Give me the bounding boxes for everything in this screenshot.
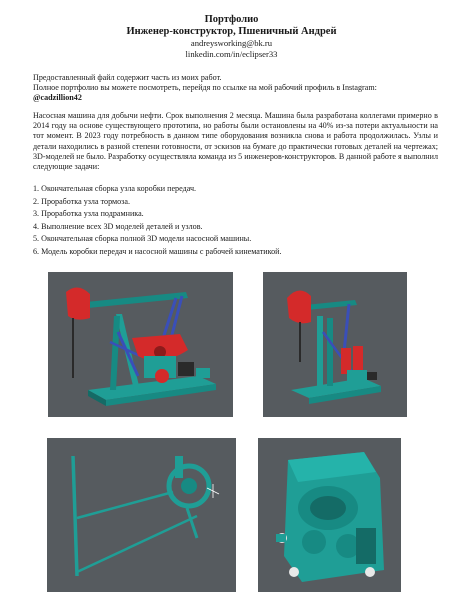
email-link[interactable]: andreysworking@bk.ru (190, 38, 273, 48)
pump-jack-front-illustration (263, 272, 407, 417)
task-list (33, 183, 438, 259)
project-description: Насосная машина для добычи нефти. Срок выполнения 2 месяца. Машина была разработана коллегами примерно в 2014 году на основе существующего прототипа, но работы были остановлены на 40% из-за потери актуальности на тот момент. В 2023 году потребность в данном типе оборудования возникла снова и работа продолжилась. Узлы и детали находились в разной степени готовности, от эскизов на бумаге до практически готовых деталей на чертежах; 3D-моделей не было. Разработку осуществляла команда из 5 инженеров-конструкторов. В данной работе я выполнил следующие задачи: (33, 111, 438, 172)
page-title: Портфолио (204, 14, 259, 25)
list-item: 6. Модель коробки передач и насосной машины с рабочей кинематикой. (33, 246, 282, 256)
pump-jack-illustration (48, 272, 233, 417)
pump-jack-render-front (263, 272, 407, 417)
gearbox-illustration (258, 438, 401, 592)
intro-line-2: Полное портфолио вы можете посмотреть, перейдя по ссылке на мой рабочий профиль в Instagram: (33, 83, 377, 93)
document-header (0, 14, 463, 59)
list-item: 4. Выполнение всех 3D моделей деталей и узлов. (33, 221, 203, 231)
list-item: 2. Проработка узла тормоза. (33, 196, 130, 206)
gearbox-render (258, 438, 401, 592)
list-item: 3. Проработка узла подрамника. (33, 209, 144, 219)
brake-assembly-render (47, 438, 236, 592)
linkedin-link[interactable]: linkedin.com/in/eclipser33 (185, 48, 278, 59)
list-item: 5. Окончательная сборка полной 3D модели насосной машины. (33, 234, 252, 244)
pump-jack-render-side (48, 272, 233, 417)
intro-paragraph (33, 73, 438, 104)
intro-line-1: Предоставленный файл содержит часть из моих работ. (33, 73, 222, 82)
list-item: 1. Окончательная сборка узла коробки передач. (33, 184, 197, 193)
author-name: Инженер-конструктор, Пшеничный Андрей (126, 26, 337, 37)
instagram-handle[interactable]: @cadzillion42 (33, 93, 82, 103)
brake-assembly-illustration (47, 438, 236, 592)
